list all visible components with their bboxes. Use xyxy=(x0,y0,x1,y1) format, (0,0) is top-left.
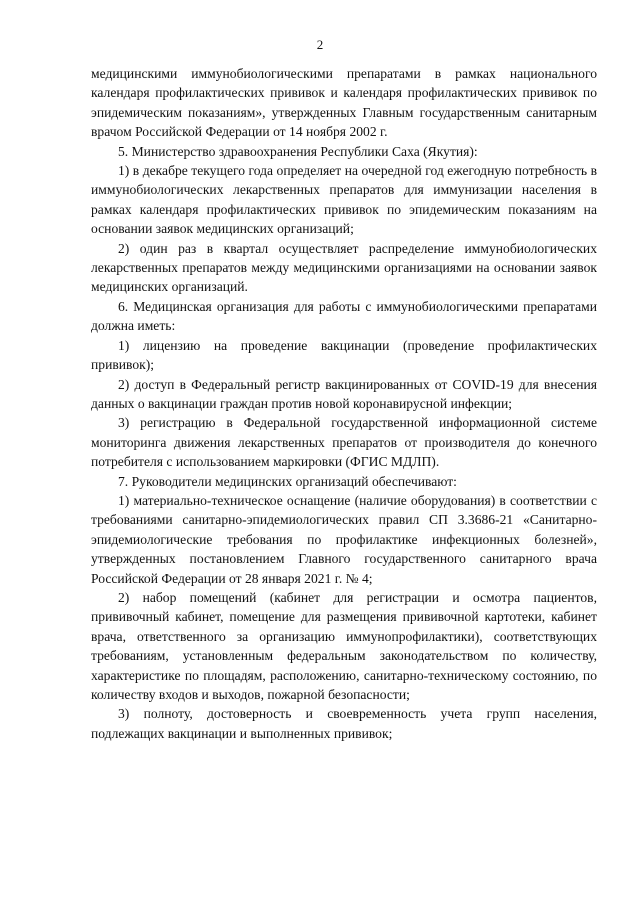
paragraph-item-7: 7. Руководители медицинских организаций обеспечивают: xyxy=(118,473,457,489)
paragraph-item-7-3: 3) полноту, достоверность и своевременность учета групп населения, подлежащих вакцинации и выполненных прививок; xyxy=(91,706,597,741)
paragraph-item-7-2: 2) набор помещений (кабинет для регистрации и осмотра пациентов, прививочный кабинет, помещение для размещения прививочной картотеки, кабинет врача, ответственного за организацию иммунопрофилактики), соответствующих требованиям, установленным федеральным законодательством по количеству, характеристике по площадям, расположению, санитарно-техническому состоянию, по количеству входов и выходов, пожарной безопасности; xyxy=(91,589,597,702)
paragraph-item-5-1: 1) в декабре текущего года определяет на очередной год ежегодную потребность в иммунобиологических лекарственных препаратов для иммунизации населения в рамках календаря профилактических прививок по эпидемическим показаниям на основании заявок медицинских организаций; xyxy=(91,163,597,237)
paragraph-item-7-1: 1) материально-техническое оснащение (наличие оборудования) в соответствии с требованиями санитарно-эпидемиологических правил СП 3.3686-21 «Санитарно-эпидемиологические требования по профилактике инфекционных болезней», утвержденных постановлением Главного государственного санитарного врача Российской Федерации от 28 января 2021 г. № 4; xyxy=(91,492,597,586)
paragraph-item-5-2: 2) один раз в квартал осуществляет распределение иммунобиологических лекарственных препаратов между медицинскими организациями на основании заявок медицинских организаций. xyxy=(91,240,597,295)
paragraph-continuation: медицинскими иммунобиологическими препаратами в рамках национального календаря профилактических прививок и календаря профилактических прививок по эпидемическим показаниям», утвержденных Главным государственным санитарным врачом Российской Федерации от 14 ноября 2002 г. xyxy=(91,66,597,140)
paragraph-item-6-1: 1) лицензию на проведение вакцинации (проведение профилактических прививок); xyxy=(91,337,597,373)
document-body xyxy=(91,64,597,743)
paragraph-item-6-3: 3) регистрацию в Федеральной государственной информационной системе мониторинга движения лекарственных препаратов от производителя до конечного потребителя с использованием маркировки (ФГИС МДЛП). xyxy=(91,415,597,470)
paragraph-item-6-2: 2) доступ в Федеральный регистр вакцинированных от COVID-19 для внесения данных о вакцинации граждан против новой коронавирусной инфекции; xyxy=(91,376,597,411)
paragraph-item-6: 6. Медицинская организация для работы с иммунобиологическими препаратами должна иметь: xyxy=(91,298,597,334)
page-number: 2 xyxy=(316,37,324,52)
paragraph-item-5: 5. Министерство здравоохранения Республики Саха (Якутия): xyxy=(118,143,478,159)
